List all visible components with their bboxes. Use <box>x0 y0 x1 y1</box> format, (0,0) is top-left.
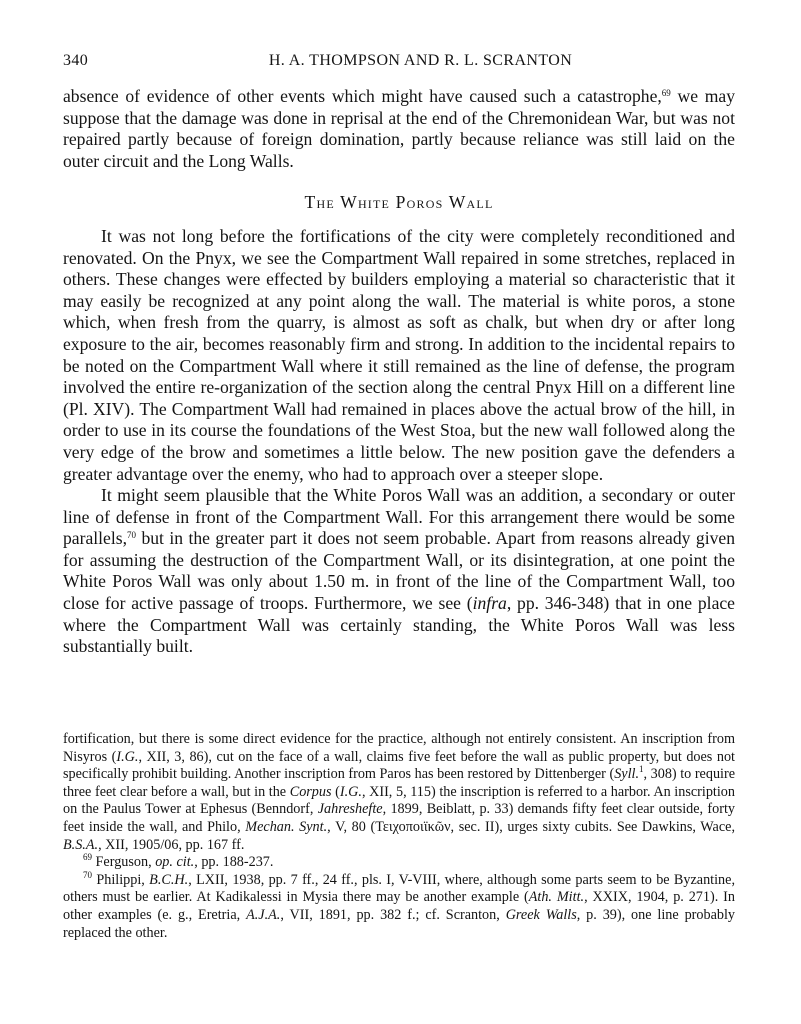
text-run: It might seem plausible that the White Poros Wall was an addition, a secondary or outer line of defense in front of the Compartment Wall. For this arrangement there would be some parallels, <box>63 485 735 549</box>
text-run: , VII, 1891, pp. 382 f.; cf. Scranton, <box>280 906 506 923</box>
italic-text: I.G. <box>339 783 362 800</box>
paragraph-renovation: It was not long before the fortifications of the city were completely reconditioned and renovated. On the Pnyx, we see the Compartment Wall repaired in some stretches, replaced in others. These changes were effected by builders employing a material so characteristic that it may easily be recognized at any point along the wall. The material is white poros, a stone which, when fresh from the quarry, is almost as soft as chalk, but when dry or after long exposure to the air, becomes reasonably firm and strong. In addition to the incidental repairs to be noted on the Compartment Wall where it still remained as the line of defense, the program involved the entire re-organization of the section along the central Pnyx Hill on a different line (Pl. XIV). The Compartment Wall had remained in places above the actual brow of the hill, in order to use in its course the foundations of the West Stoa, but the new wall followed along the very edge of the brow and sometimes a little below. The new position gave the defenders a greater advantage over the enemy, who had to approach over a steeper slope. <box>63 225 735 484</box>
footnote-continuation <box>63 731 735 854</box>
text-run: , p. 39), one line probably replaced the other. <box>63 906 736 941</box>
footnote-number: 69 <box>83 852 92 863</box>
text-run: , LXII, 1938, pp. 7 ff., 24 ff., pls. I, V-VIII, where, although some parts seem to be Byzantine, others must be earlier. At Kadikalessi in Mysia there may be another example ( <box>63 871 735 906</box>
edition-superscript: 1 <box>639 764 644 775</box>
italic-text: Greek Walls <box>505 906 577 923</box>
italic-text: Syll. <box>614 766 640 783</box>
text-run: ( <box>331 783 340 800</box>
page-header <box>63 52 738 78</box>
text-run: , pp. 188-237. <box>194 854 274 871</box>
text-run: , XII, 5, 115) the inscription is referred to a harbor. An inscription on the Paulus Tower at Ephesus (Benndorf, <box>63 783 735 818</box>
footnotes <box>63 731 735 942</box>
running-title: H. A. THOMPSON AND R. L. SCRANTON <box>268 52 573 69</box>
italic-text: Jahreshefte <box>317 801 383 818</box>
text-run: , pp. 346-348) that in one place where the Compartment Wall was certainly standing, the White Poros Wall was less substantially built. <box>63 593 735 657</box>
footnote-ref-69: 69 <box>661 88 671 98</box>
paragraph-plausible <box>63 485 735 658</box>
text-run: Philippi, <box>92 871 150 888</box>
text-run: but in the greater part it does not seem probable. Apart from reasons already given for assuming the destruction of the Compartment Wall, or its disintegration, at one point the White Poros Wall was only about 1.50 m. in front of the line of the Compartment Wall, too close for active passage of troops. Furthermore, we see ( <box>63 528 735 614</box>
footnote-69 <box>63 854 735 872</box>
text-run: , XXIX, 1904, p. 271). In other examples (e. g., Eretria, <box>63 889 735 923</box>
text-run: fortification, but there is some direct evidence for the practice, although not entirely consistent. An inscription from Nisyros ( <box>63 731 735 765</box>
italic-text: op. cit. <box>155 854 195 871</box>
main-text <box>63 86 735 658</box>
italic-text: A.J.A. <box>246 906 281 923</box>
italic-text: Ath. Mitt. <box>528 889 585 906</box>
footnote-ref-70: 70 <box>127 530 136 541</box>
italic-text: Mechan. Synt. <box>245 818 328 835</box>
italic-text: I.G. <box>116 748 139 765</box>
italic-text: infra <box>472 593 507 614</box>
text-run: Ferguson, <box>92 854 156 871</box>
paragraph-continuation <box>63 86 735 172</box>
italic-text: Corpus <box>289 783 332 800</box>
text-run: , 1899, Beiblatt, p. 33) demands fifty feet clear outside, forty feet inside the wall, and Philo, <box>63 801 735 835</box>
footnote-number: 70 <box>83 869 92 880</box>
text-run: , 308) to require three feet clear before a wall, but in the <box>63 766 735 800</box>
footnote-70 <box>63 869 736 942</box>
italic-text: B.C.H. <box>149 871 189 888</box>
text-run: absence of evidence of other events which might have caused such a catastrophe, <box>63 86 662 106</box>
section-heading: The White Poros Wall <box>304 192 494 213</box>
page-number: 340 <box>63 52 89 69</box>
text-run: , XII, 1905/06, pp. 167 ff. <box>98 836 245 853</box>
text-run: , V, 80 (Τειχοποιϊκῶν, sec. II), urges sixty cubits. See Dawkins, Wace, <box>327 818 735 835</box>
italic-text: B.S.A. <box>63 836 99 853</box>
text-run: , XII, 3, 86), cut on the face of a wall, claims five feet before the wall as public property, but does not specifically prohibit building. Another inscription from Paros has been restored by Dittenberger ( <box>63 748 735 783</box>
text-run: we may suppose that the damage was done in reprisal at the end of the Chremonidean War, but was not repaired partly because of foreign domination, partly because reliance was still laid on the outer circuit and the Long Walls. <box>63 86 735 171</box>
